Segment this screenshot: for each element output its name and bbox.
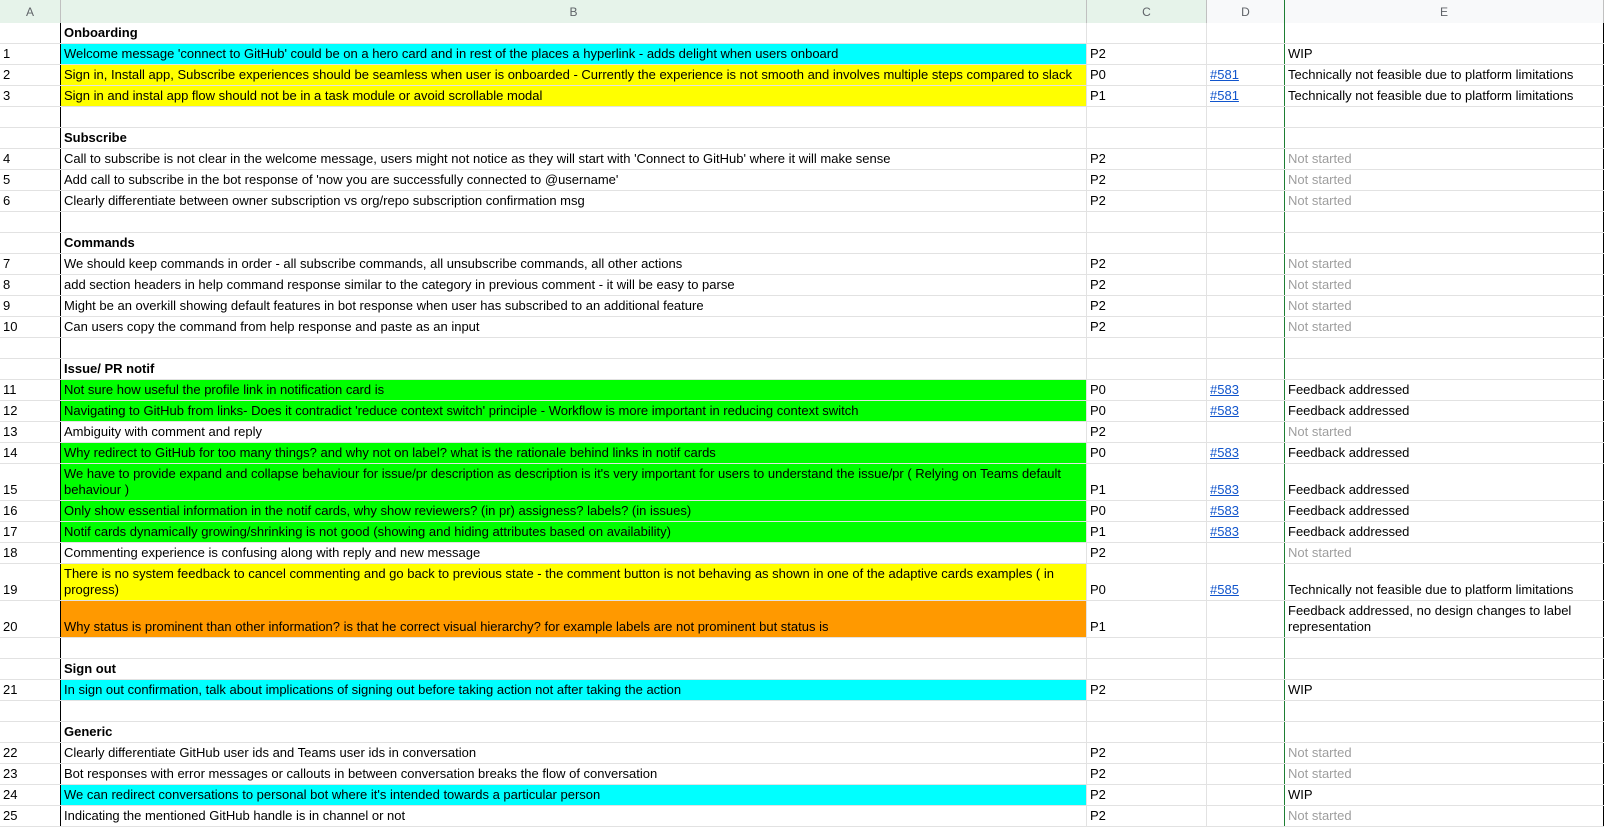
- feedback-cell[interactable]: Call to subscribe is not clear in the welcome message, users might not notice as they will start with 'Connect to GitHub' where it will make sense: [61, 149, 1087, 169]
- priority-cell[interactable]: P2: [1087, 743, 1207, 763]
- priority-cell[interactable]: [1087, 701, 1207, 721]
- priority-cell[interactable]: [1087, 338, 1207, 358]
- priority-cell[interactable]: P0: [1087, 380, 1207, 400]
- link-cell[interactable]: [1207, 785, 1285, 805]
- feedback-cell[interactable]: Welcome message 'connect to GitHub' could be on a hero card and in rest of the places a hyperlink - adds delight when users onboard: [61, 44, 1087, 64]
- status-cell[interactable]: Not started: [1285, 806, 1604, 826]
- column-header-d[interactable]: D: [1207, 0, 1285, 23]
- link-cell[interactable]: [1207, 701, 1285, 721]
- table-row: [0, 65, 1604, 86]
- feedback-cell[interactable]: [61, 107, 1087, 127]
- priority-cell[interactable]: P2: [1087, 317, 1207, 337]
- feedback-cell[interactable]: We can redirect conversations to personal bot where it's intended towards a particular person: [61, 785, 1087, 805]
- status-cell[interactable]: Technically not feasible due to platform limitations: [1285, 65, 1604, 85]
- priority-cell[interactable]: P1: [1087, 601, 1207, 637]
- feedback-cell[interactable]: [61, 638, 1087, 658]
- feedback-cell[interactable]: Why redirect to GitHub for too many things? and why not on label? what is the rationale behind links in notif cards: [61, 443, 1087, 463]
- status-cell[interactable]: Not started: [1285, 422, 1604, 442]
- section-header-row: [0, 722, 1604, 743]
- table-row: [0, 680, 1604, 701]
- priority-cell[interactable]: P2: [1087, 543, 1207, 563]
- section-title-cell[interactable]: Subscribe: [61, 128, 1087, 148]
- priority-cell[interactable]: [1087, 659, 1207, 679]
- table-row: [0, 275, 1604, 296]
- table-row: [0, 170, 1604, 191]
- table-row: [0, 522, 1604, 543]
- row-number-cell[interactable]: 4: [0, 149, 61, 169]
- status-cell[interactable]: WIP: [1285, 785, 1604, 805]
- feedback-cell[interactable]: Can users copy the command from help response and paste as an input: [61, 317, 1087, 337]
- priority-cell[interactable]: P2: [1087, 275, 1207, 295]
- priority-cell[interactable]: P2: [1087, 764, 1207, 784]
- feedback-cell[interactable]: [61, 338, 1087, 358]
- status-cell[interactable]: [1285, 701, 1604, 721]
- row-number-cell[interactable]: [0, 359, 61, 379]
- status-cell[interactable]: Not started: [1285, 317, 1604, 337]
- status-cell[interactable]: Feedback addressed: [1285, 401, 1604, 421]
- row-number-cell[interactable]: [0, 23, 61, 43]
- priority-cell[interactable]: P2: [1087, 170, 1207, 190]
- feedback-cell[interactable]: Clearly differentiate GitHub user ids and Teams user ids in conversation: [61, 743, 1087, 763]
- feedback-cell[interactable]: Not sure how useful the profile link in notification card is: [61, 380, 1087, 400]
- feedback-cell[interactable]: Bot responses with error messages or callouts in between conversation breaks the flow of conversation: [61, 764, 1087, 784]
- feedback-cell[interactable]: Might be an overkill showing default features in bot response when user has subscribed to an additional feature: [61, 296, 1087, 316]
- link-cell[interactable]: [1207, 44, 1285, 64]
- link-cell[interactable]: [1207, 564, 1285, 600]
- feedback-cell[interactable]: Ambiguity with comment and reply: [61, 422, 1087, 442]
- feedback-cell[interactable]: Notif cards dynamically growing/shrinking is not good (showing and hiding attributes based on availability): [61, 522, 1087, 542]
- table-row: [0, 401, 1604, 422]
- table-row: [0, 543, 1604, 564]
- priority-cell[interactable]: P0: [1087, 443, 1207, 463]
- row-number-cell[interactable]: 10: [0, 317, 61, 337]
- priority-cell[interactable]: [1087, 722, 1207, 742]
- row-number-cell[interactable]: 17: [0, 522, 61, 542]
- feedback-cell[interactable]: [61, 701, 1087, 721]
- issue-link[interactable]: #583: [1210, 482, 1239, 497]
- link-cell[interactable]: [1207, 638, 1285, 658]
- table-row: [0, 601, 1604, 638]
- section-header-row: [0, 659, 1604, 680]
- status-cell[interactable]: [1285, 722, 1604, 742]
- section-header-row: [0, 359, 1604, 380]
- priority-cell[interactable]: P2: [1087, 422, 1207, 442]
- status-cell[interactable]: Technically not feasible due to platform limitations: [1285, 564, 1604, 600]
- link-cell[interactable]: [1207, 501, 1285, 521]
- section-header-row: [0, 23, 1604, 44]
- status-cell[interactable]: [1285, 128, 1604, 148]
- link-cell[interactable]: [1207, 23, 1285, 43]
- priority-cell[interactable]: P1: [1087, 522, 1207, 542]
- priority-cell[interactable]: P1: [1087, 86, 1207, 106]
- priority-cell[interactable]: P0: [1087, 65, 1207, 85]
- status-cell[interactable]: Not started: [1285, 543, 1604, 563]
- status-cell[interactable]: Not started: [1285, 170, 1604, 190]
- status-cell[interactable]: [1285, 338, 1604, 358]
- blank-row: [0, 212, 1604, 233]
- feedback-cell[interactable]: Why status is prominent than other information? is that he correct visual hierarchy? for example labels are not prominent but status is: [61, 601, 1087, 637]
- link-cell[interactable]: [1207, 722, 1285, 742]
- row-number-cell[interactable]: [0, 233, 61, 253]
- priority-cell[interactable]: [1087, 128, 1207, 148]
- row-number-cell[interactable]: 22: [0, 743, 61, 763]
- priority-cell[interactable]: P2: [1087, 191, 1207, 211]
- table-row: [0, 149, 1604, 170]
- link-cell[interactable]: [1207, 401, 1285, 421]
- row-number-cell[interactable]: [0, 107, 61, 127]
- feedback-cell[interactable]: [61, 212, 1087, 232]
- status-cell[interactable]: [1285, 23, 1604, 43]
- priority-cell[interactable]: P2: [1087, 44, 1207, 64]
- link-cell[interactable]: [1207, 317, 1285, 337]
- status-cell[interactable]: WIP: [1285, 44, 1604, 64]
- status-cell[interactable]: Feedback addressed: [1285, 380, 1604, 400]
- link-cell[interactable]: [1207, 212, 1285, 232]
- table-row: [0, 806, 1604, 827]
- section-title-cell[interactable]: Issue/ PR notif: [61, 359, 1087, 379]
- row-number-cell[interactable]: 9: [0, 296, 61, 316]
- row-number-cell[interactable]: 6: [0, 191, 61, 211]
- status-cell[interactable]: [1285, 107, 1604, 127]
- table-row: [0, 422, 1604, 443]
- link-cell[interactable]: [1207, 743, 1285, 763]
- row-number-cell[interactable]: [0, 638, 61, 658]
- status-cell[interactable]: Technically not feasible due to platform limitations: [1285, 86, 1604, 106]
- feedback-cell[interactable]: There is no system feedback to cancel commenting and go back to previous state - the comment button is not behaving as shown in one of the adaptive cards examples ( in progress): [61, 564, 1087, 600]
- priority-cell[interactable]: [1087, 359, 1207, 379]
- priority-cell[interactable]: P1: [1087, 464, 1207, 500]
- row-number-cell[interactable]: 23: [0, 764, 61, 784]
- row-number-cell[interactable]: [0, 659, 61, 679]
- status-cell[interactable]: Feedback addressed: [1285, 464, 1604, 500]
- issue-link[interactable]: #583: [1210, 382, 1239, 397]
- row-number-cell[interactable]: 8: [0, 275, 61, 295]
- priority-cell[interactable]: P0: [1087, 564, 1207, 600]
- status-cell[interactable]: Not started: [1285, 275, 1604, 295]
- table-row: [0, 564, 1604, 601]
- status-cell[interactable]: Not started: [1285, 149, 1604, 169]
- row-number-cell[interactable]: 21: [0, 680, 61, 700]
- row-number-cell[interactable]: 5: [0, 170, 61, 190]
- link-cell[interactable]: [1207, 659, 1285, 679]
- column-header-b[interactable]: B: [61, 0, 1087, 23]
- table-row: [0, 296, 1604, 317]
- status-cell[interactable]: Not started: [1285, 743, 1604, 763]
- link-cell[interactable]: [1207, 128, 1285, 148]
- link-cell[interactable]: [1207, 443, 1285, 463]
- table-row: [0, 501, 1604, 522]
- table-row: [0, 743, 1604, 764]
- status-cell[interactable]: Not started: [1285, 191, 1604, 211]
- section-title-cell[interactable]: Commands: [61, 233, 1087, 253]
- blank-row: [0, 338, 1604, 359]
- status-cell[interactable]: [1285, 212, 1604, 232]
- row-number-cell[interactable]: 19: [0, 564, 61, 600]
- status-cell[interactable]: Feedback addressed, no design changes to label representation: [1285, 601, 1604, 637]
- column-header-c[interactable]: C: [1087, 0, 1207, 23]
- blank-row: [0, 701, 1604, 722]
- link-cell[interactable]: [1207, 65, 1285, 85]
- row-number-cell[interactable]: 15: [0, 464, 61, 500]
- section-title-cell[interactable]: Generic: [61, 722, 1087, 742]
- table-row: [0, 380, 1604, 401]
- row-number-cell[interactable]: 13: [0, 422, 61, 442]
- issue-link[interactable]: #583: [1210, 403, 1239, 418]
- link-cell[interactable]: [1207, 601, 1285, 637]
- link-cell[interactable]: [1207, 806, 1285, 826]
- row-number-cell[interactable]: 25: [0, 806, 61, 826]
- status-cell[interactable]: [1285, 638, 1604, 658]
- priority-cell[interactable]: P2: [1087, 785, 1207, 805]
- row-number-cell[interactable]: 12: [0, 401, 61, 421]
- feedback-cell[interactable]: We have to provide expand and collapse behaviour for issue/pr description as description is it's very important for users to understand the issue/pr ( Relying on Teams default behaviour ): [61, 464, 1087, 500]
- priority-cell[interactable]: [1087, 212, 1207, 232]
- priority-cell[interactable]: P2: [1087, 680, 1207, 700]
- status-cell[interactable]: [1285, 359, 1604, 379]
- table-row: [0, 44, 1604, 65]
- feedback-cell[interactable]: Indicating the mentioned GitHub handle is in channel or not: [61, 806, 1087, 826]
- feedback-cell[interactable]: Add call to subscribe in the bot response of 'now you are successfully connected to @username': [61, 170, 1087, 190]
- status-cell[interactable]: Not started: [1285, 296, 1604, 316]
- priority-cell[interactable]: P2: [1087, 254, 1207, 274]
- priority-cell[interactable]: P2: [1087, 149, 1207, 169]
- row-number-cell[interactable]: [0, 212, 61, 232]
- priority-cell[interactable]: [1087, 638, 1207, 658]
- row-number-cell[interactable]: 18: [0, 543, 61, 563]
- link-cell[interactable]: [1207, 338, 1285, 358]
- issue-link[interactable]: #583: [1210, 503, 1239, 518]
- priority-cell[interactable]: P2: [1087, 296, 1207, 316]
- status-cell[interactable]: WIP: [1285, 680, 1604, 700]
- priority-cell[interactable]: P0: [1087, 501, 1207, 521]
- row-number-cell[interactable]: 14: [0, 443, 61, 463]
- row-number-cell[interactable]: 24: [0, 785, 61, 805]
- row-number-cell[interactable]: 20: [0, 601, 61, 637]
- section-title-cell[interactable]: Sign out: [61, 659, 1087, 679]
- table-row: [0, 191, 1604, 212]
- table-row: [0, 764, 1604, 785]
- feedback-cell[interactable]: Navigating to GitHub from links- Does it contradict 'reduce context switch' principle - Workflow is more important in reducing context switch: [61, 401, 1087, 421]
- link-cell[interactable]: [1207, 380, 1285, 400]
- link-cell[interactable]: [1207, 522, 1285, 542]
- row-number-cell[interactable]: 11: [0, 380, 61, 400]
- status-cell[interactable]: Feedback addressed: [1285, 501, 1604, 521]
- link-cell[interactable]: [1207, 422, 1285, 442]
- link-cell[interactable]: [1207, 170, 1285, 190]
- table-row: [0, 317, 1604, 338]
- priority-cell[interactable]: [1087, 233, 1207, 253]
- link-cell[interactable]: [1207, 296, 1285, 316]
- priority-cell[interactable]: [1087, 23, 1207, 43]
- status-cell[interactable]: Feedback addressed: [1285, 522, 1604, 542]
- priority-cell[interactable]: P2: [1087, 806, 1207, 826]
- feedback-cell[interactable]: Commenting experience is confusing along with reply and new message: [61, 543, 1087, 563]
- issue-link[interactable]: #581: [1210, 67, 1239, 82]
- link-cell[interactable]: [1207, 543, 1285, 563]
- table-row: [0, 443, 1604, 464]
- column-header-a[interactable]: A: [0, 0, 61, 23]
- row-number-cell[interactable]: [0, 128, 61, 148]
- section-header-row: [0, 233, 1604, 254]
- row-number-cell[interactable]: [0, 338, 61, 358]
- section-header-row: [0, 128, 1604, 149]
- link-cell[interactable]: [1207, 254, 1285, 274]
- issue-link[interactable]: #585: [1210, 582, 1239, 597]
- feedback-cell[interactable]: Sign in and instal app flow should not be in a task module or avoid scrollable modal: [61, 86, 1087, 106]
- link-cell[interactable]: [1207, 233, 1285, 253]
- column-header-e[interactable]: E: [1285, 0, 1604, 23]
- link-cell[interactable]: [1207, 680, 1285, 700]
- status-cell[interactable]: Not started: [1285, 254, 1604, 274]
- table-row: [0, 254, 1604, 275]
- row-number-cell[interactable]: [0, 722, 61, 742]
- rows-container: [0, 23, 1604, 827]
- feedback-cell[interactable]: Clearly differentiate between owner subscription vs org/repo subscription confirmation msg: [61, 191, 1087, 211]
- issue-link[interactable]: #581: [1210, 88, 1239, 103]
- priority-cell[interactable]: P0: [1087, 401, 1207, 421]
- blank-row: [0, 107, 1604, 128]
- link-cell[interactable]: [1207, 191, 1285, 211]
- row-number-cell[interactable]: 1: [0, 44, 61, 64]
- link-cell[interactable]: [1207, 107, 1285, 127]
- link-cell[interactable]: [1207, 359, 1285, 379]
- feedback-cell[interactable]: Only show essential information in the notif cards, why show reviewers? (in pr) assigness? labels? (in issues): [61, 501, 1087, 521]
- feedback-cell[interactable]: In sign out confirmation, talk about implications of signing out before taking action not after taking the action: [61, 680, 1087, 700]
- status-cell[interactable]: [1285, 659, 1604, 679]
- link-cell[interactable]: [1207, 86, 1285, 106]
- status-cell[interactable]: [1285, 233, 1604, 253]
- row-number-cell[interactable]: [0, 701, 61, 721]
- issue-link[interactable]: #583: [1210, 524, 1239, 539]
- feedback-cell[interactable]: add section headers in help command response similar to the category in previous comment - it will be easy to parse: [61, 275, 1087, 295]
- status-cell[interactable]: Not started: [1285, 764, 1604, 784]
- table-row: [0, 86, 1604, 107]
- status-cell[interactable]: Feedback addressed: [1285, 443, 1604, 463]
- row-number-cell[interactable]: 7: [0, 254, 61, 274]
- issue-link[interactable]: #583: [1210, 445, 1239, 460]
- link-cell[interactable]: [1207, 275, 1285, 295]
- feedback-cell[interactable]: Sign in, Install app, Subscribe experiences should be seamless when user is onboarded - Currently the experience is not smooth and involves multiple steps compared to slack: [61, 65, 1087, 85]
- table-row: [0, 464, 1604, 501]
- link-cell[interactable]: [1207, 149, 1285, 169]
- column-header-row: [0, 0, 1604, 23]
- link-cell[interactable]: [1207, 464, 1285, 500]
- section-title-cell[interactable]: Onboarding: [61, 23, 1087, 43]
- row-number-cell[interactable]: 16: [0, 501, 61, 521]
- blank-row: [0, 638, 1604, 659]
- row-number-cell[interactable]: 2: [0, 65, 61, 85]
- feedback-cell[interactable]: We should keep commands in order - all subscribe commands, all unsubscribe commands, all other actions: [61, 254, 1087, 274]
- row-number-cell[interactable]: 3: [0, 86, 61, 106]
- priority-cell[interactable]: [1087, 107, 1207, 127]
- table-row: [0, 785, 1604, 806]
- link-cell[interactable]: [1207, 764, 1285, 784]
